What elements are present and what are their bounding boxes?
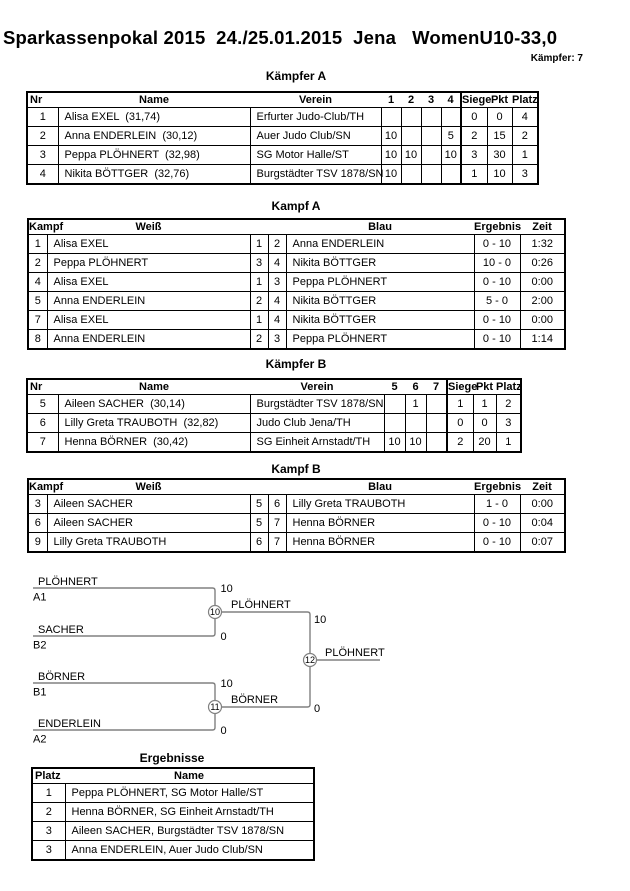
col-header-round: 3 xyxy=(421,92,441,108)
semi1-winner-name: PLÖHNERT xyxy=(231,599,291,611)
col-header-weiss: Weiß xyxy=(47,219,250,235)
semi1-bottom-name: SACHER xyxy=(38,624,84,636)
platz-cell: 3 xyxy=(496,414,521,433)
blau-cell: Peppa PLÖHNERT xyxy=(286,273,474,292)
verein-cell: Judo Club Jena/TH xyxy=(250,414,384,433)
pool-b-table xyxy=(26,378,522,453)
siege-cell: 1 xyxy=(447,395,473,414)
verein-cell: SG Einheit Arnstadt/TH xyxy=(250,433,384,453)
ergebnis-cell: 5 - 0 xyxy=(474,292,520,311)
match-10-number: 10 xyxy=(209,607,221,617)
final-winner-name: PLÖHNERT xyxy=(325,647,385,659)
weiss-nr-cell: 5 xyxy=(250,514,268,533)
section-title-pool-a: Kämpfer A xyxy=(265,69,327,83)
table-row xyxy=(28,254,565,273)
blau-nr-cell: 4 xyxy=(268,311,286,330)
ergebnis-cell: 0 - 10 xyxy=(474,311,520,330)
table-row xyxy=(28,495,565,514)
col-header-nr: Nr xyxy=(27,92,58,108)
nr-cell: 2 xyxy=(27,127,58,146)
pkt-cell: 0 xyxy=(487,108,512,127)
nr-cell: 5 xyxy=(27,395,58,414)
nr-cell: 6 xyxy=(27,414,58,433)
score-cell: 1 xyxy=(405,395,426,414)
weiss-nr-cell: 3 xyxy=(250,254,268,273)
score-cell: 10 xyxy=(381,165,401,185)
zeit-cell: 1:14 xyxy=(520,330,565,350)
score-cell: 10 xyxy=(381,127,401,146)
col-header-zeit: Zeit xyxy=(520,479,565,495)
score-cell xyxy=(401,127,421,146)
table-row xyxy=(28,514,565,533)
kampf-nr-cell: 7 xyxy=(28,311,47,330)
table-row xyxy=(28,235,565,254)
weiss-cell: Alisa EXEL xyxy=(47,311,250,330)
col-header-verein: Verein xyxy=(250,92,381,108)
col-header-spacer xyxy=(268,219,286,235)
weiss-nr-cell: 2 xyxy=(250,292,268,311)
col-header-kampf: Kampf xyxy=(29,221,64,233)
semi1-bottom-seed: B2 xyxy=(33,639,47,652)
semi2-bottom-seed: A2 xyxy=(33,733,47,746)
blau-nr-cell: 3 xyxy=(268,330,286,350)
result-name-cell: Henna BÖRNER, SG Einheit Arnstadt/TH xyxy=(65,803,314,822)
section-title-results: Ergebnisse xyxy=(139,751,205,765)
col-header-platz: Platz xyxy=(32,768,65,784)
kampf-nr-cell: 9 xyxy=(28,533,47,553)
platz-cell: 2 xyxy=(32,803,65,822)
zeit-cell: 0:00 xyxy=(520,273,565,292)
kampf-nr-cell: 2 xyxy=(28,254,47,273)
score-cell xyxy=(384,414,405,433)
semi1-bottom-score: 0 xyxy=(220,631,227,643)
col-header-round: 4 xyxy=(441,92,461,108)
score-cell xyxy=(421,146,441,165)
semi1-top-name: PLÖHNERT xyxy=(38,576,98,588)
kampf-nr-cell: 1 xyxy=(28,235,47,254)
table-row xyxy=(32,841,314,861)
weiss-cell: Anna ENDERLEIN xyxy=(47,330,250,350)
score-cell xyxy=(421,108,441,127)
col-header-spacer xyxy=(250,479,268,495)
col-header-platz: Platz xyxy=(512,94,538,106)
verein-cell: Erfurter Judo-Club/TH xyxy=(250,108,381,127)
platz-cell: 3 xyxy=(32,822,65,841)
results-header-row xyxy=(32,768,314,784)
fighter-count-label: Kämpfer: 7 xyxy=(530,53,583,64)
kampf-nr-cell: 3 xyxy=(28,495,47,514)
blau-cell: Henna BÖRNER xyxy=(286,514,474,533)
table-row xyxy=(27,127,538,146)
table-row xyxy=(32,803,314,822)
result-name-cell: Peppa PLÖHNERT, SG Motor Halle/ST xyxy=(65,784,314,803)
name-cell: Aileen SACHER (30,14) xyxy=(58,395,250,414)
ergebnis-cell: 0 - 10 xyxy=(474,533,520,553)
platz-cell: 3 xyxy=(512,165,538,185)
table-row xyxy=(28,330,565,350)
weiss-cell: Aileen SACHER xyxy=(47,495,250,514)
blau-cell: Lilly Greta TRAUBOTH xyxy=(286,495,474,514)
weiss-cell: Peppa PLÖHNERT xyxy=(47,254,250,273)
platz-cell: 1 xyxy=(496,433,521,453)
blau-nr-cell: 2 xyxy=(268,235,286,254)
table-row xyxy=(27,108,538,127)
nr-cell: 3 xyxy=(27,146,58,165)
score-cell xyxy=(441,108,461,127)
bracket-line-semi2-top xyxy=(33,683,215,701)
pkt-cell: 15 xyxy=(487,127,512,146)
score-cell xyxy=(405,414,426,433)
bracket-line-semi1-winner xyxy=(222,612,311,653)
col-header-blau: Blau xyxy=(286,219,474,235)
verein-cell: SG Motor Halle/ST xyxy=(250,146,381,165)
blau-cell: Nikita BÖTTGER xyxy=(286,254,474,273)
siege-cell: 3 xyxy=(461,146,487,165)
col-header-platz: Platz xyxy=(496,381,522,393)
pkt-cell: 20 xyxy=(473,433,496,453)
table-row xyxy=(32,784,314,803)
final-bottom-score: 0 xyxy=(314,703,321,715)
score-cell xyxy=(384,395,405,414)
blau-cell: Nikita BÖTTGER xyxy=(286,311,474,330)
pkt-cell: 30 xyxy=(487,146,512,165)
col-header-nr: Nr xyxy=(27,379,58,395)
col-header-round: 1 xyxy=(381,92,401,108)
score-cell xyxy=(401,108,421,127)
col-header-pkt: Pkt xyxy=(487,92,512,108)
table-row xyxy=(28,311,565,330)
col-header-name: Name xyxy=(58,92,250,108)
score-cell: 10 xyxy=(381,146,401,165)
score-cell xyxy=(401,165,421,185)
results-table xyxy=(31,767,315,861)
name-cell: Alisa EXEL (31,74) xyxy=(58,108,250,127)
col-header-ergebnis: Ergebnis xyxy=(474,481,522,493)
siege-cell: 2 xyxy=(447,433,473,453)
finals-bracket xyxy=(0,560,420,748)
table-row xyxy=(28,292,565,311)
score-cell: 10 xyxy=(441,146,461,165)
verein-cell: Burgstädter TSV 1878/SN xyxy=(250,165,381,185)
pkt-cell: 10 xyxy=(487,165,512,185)
blau-nr-cell: 4 xyxy=(268,292,286,311)
blau-nr-cell: 6 xyxy=(268,495,286,514)
pool-a-table xyxy=(26,91,539,185)
semi2-bottom-score: 0 xyxy=(220,725,227,737)
zeit-cell: 0:07 xyxy=(520,533,565,553)
blau-cell: Anna ENDERLEIN xyxy=(286,235,474,254)
ergebnis-cell: 0 - 10 xyxy=(474,514,520,533)
score-cell xyxy=(421,165,441,185)
weiss-cell: Alisa EXEL xyxy=(47,235,250,254)
semi2-top-name: BÖRNER xyxy=(38,671,86,683)
col-header-verein: Verein xyxy=(250,379,384,395)
blau-cell: Henna BÖRNER xyxy=(286,533,474,553)
siege-cell: 2 xyxy=(461,127,487,146)
score-cell: 10 xyxy=(384,433,405,453)
verein-cell: Burgstädter TSV 1878/SN xyxy=(250,395,384,414)
col-header-name: Name xyxy=(65,768,314,784)
platz-cell: 4 xyxy=(512,108,538,127)
platz-cell: 1 xyxy=(512,146,538,165)
kampf-nr-cell: 4 xyxy=(28,273,47,292)
col-header-spacer xyxy=(250,219,268,235)
kampf-nr-cell: 6 xyxy=(28,514,47,533)
siege-cell: 0 xyxy=(461,108,487,127)
matches-a-table xyxy=(27,218,566,350)
pkt-cell: 0 xyxy=(473,414,496,433)
ergebnis-cell: 0 - 10 xyxy=(474,330,520,350)
col-header-zeit: Zeit xyxy=(520,219,565,235)
kampf-nr-cell: 5 xyxy=(28,292,47,311)
matches-b-header-row xyxy=(28,479,565,495)
section-title-matches-b: Kampf B xyxy=(271,462,321,476)
weiss-nr-cell: 1 xyxy=(250,273,268,292)
section-title-pool-b: Kämpfer B xyxy=(265,357,327,371)
name-cell: Henna BÖRNER (30,42) xyxy=(58,433,250,453)
result-name-cell: Aileen SACHER, Burgstädter TSV 1878/SN xyxy=(65,822,314,841)
col-header-round: 6 xyxy=(405,379,426,395)
blau-nr-cell: 7 xyxy=(268,514,286,533)
match-11-number: 11 xyxy=(210,702,220,712)
col-header-spacer xyxy=(268,479,286,495)
table-row xyxy=(27,165,538,185)
final-top-score: 10 xyxy=(314,614,327,626)
semi2-top-seed: B1 xyxy=(33,686,47,699)
platz-cell: 3 xyxy=(32,841,65,861)
blau-nr-cell: 7 xyxy=(268,533,286,553)
semi1-top-seed: A1 xyxy=(33,591,47,604)
col-header-siege: Siege xyxy=(462,94,492,106)
semi2-winner-name: BÖRNER xyxy=(231,694,279,706)
pool-b-header-row xyxy=(27,379,521,395)
name-cell: Lilly Greta TRAUBOTH (32,82) xyxy=(58,414,250,433)
page-title: Sparkassenpokal 2015 24./25.01.2015 Jena WomenU10-33,0 xyxy=(3,27,558,48)
semi1-top-score: 10 xyxy=(220,583,233,595)
col-header-siege: Siege xyxy=(448,381,478,393)
blau-cell: Peppa PLÖHNERT xyxy=(286,330,474,350)
zeit-cell: 2:00 xyxy=(520,292,565,311)
zeit-cell: 1:32 xyxy=(520,235,565,254)
zeit-cell: 0:04 xyxy=(520,514,565,533)
col-header-ergebnis: Ergebnis xyxy=(474,221,522,233)
blau-nr-cell: 3 xyxy=(268,273,286,292)
weiss-nr-cell: 1 xyxy=(250,235,268,254)
score-cell: 10 xyxy=(405,433,426,453)
table-row xyxy=(27,395,521,414)
score-cell: 10 xyxy=(401,146,421,165)
nr-cell: 7 xyxy=(27,433,58,453)
kampf-nr-cell: 8 xyxy=(28,330,47,350)
col-header-round: 7 xyxy=(426,379,447,395)
col-header-weiss: Weiß xyxy=(47,479,250,495)
siege-cell: 0 xyxy=(447,414,473,433)
table-row xyxy=(27,433,521,453)
zeit-cell: 0:00 xyxy=(520,311,565,330)
pool-a-header-row xyxy=(27,92,538,108)
col-header-kampf: Kampf xyxy=(29,481,64,493)
col-header-name: Name xyxy=(58,379,250,395)
weiss-cell: Aileen SACHER xyxy=(47,514,250,533)
platz-cell: 2 xyxy=(496,395,521,414)
weiss-cell: Lilly Greta TRAUBOTH xyxy=(47,533,250,553)
score-cell xyxy=(426,414,447,433)
weiss-nr-cell: 1 xyxy=(250,311,268,330)
match-12-number: 12 xyxy=(304,655,316,665)
weiss-cell: Alisa EXEL xyxy=(47,273,250,292)
ergebnis-cell: 0 - 10 xyxy=(474,235,520,254)
ergebnis-cell: 1 - 0 xyxy=(474,495,520,514)
platz-cell: 1 xyxy=(32,784,65,803)
weiss-nr-cell: 2 xyxy=(250,330,268,350)
table-row xyxy=(28,533,565,553)
blau-nr-cell: 4 xyxy=(268,254,286,273)
name-cell: Nikita BÖTTGER (32,76) xyxy=(58,165,250,185)
zeit-cell: 0:26 xyxy=(520,254,565,273)
table-row xyxy=(28,273,565,292)
score-cell xyxy=(426,395,447,414)
col-header-round: 2 xyxy=(401,92,421,108)
table-row xyxy=(32,822,314,841)
matches-a-header-row xyxy=(28,219,565,235)
semi2-top-score: 10 xyxy=(220,678,233,690)
name-cell: Anna ENDERLEIN (30,12) xyxy=(58,127,250,146)
ergebnis-cell: 0 - 10 xyxy=(474,273,520,292)
ergebnis-cell: 10 - 0 xyxy=(474,254,520,273)
name-cell: Peppa PLÖHNERT (32,98) xyxy=(58,146,250,165)
platz-cell: 2 xyxy=(512,127,538,146)
col-header-round: 5 xyxy=(384,379,405,395)
nr-cell: 4 xyxy=(27,165,58,185)
semi2-bottom-name: ENDERLEIN xyxy=(38,718,101,730)
score-cell xyxy=(426,433,447,453)
bracket-line-semi1-top xyxy=(33,588,215,606)
score-cell xyxy=(381,108,401,127)
result-name-cell: Anna ENDERLEIN, Auer Judo Club/SN xyxy=(65,841,314,861)
verein-cell: Auer Judo Club/SN xyxy=(250,127,381,146)
table-row xyxy=(27,414,521,433)
table-row xyxy=(27,146,538,165)
score-cell xyxy=(441,165,461,185)
blau-cell: Nikita BÖTTGER xyxy=(286,292,474,311)
zeit-cell: 0:00 xyxy=(520,495,565,514)
score-cell xyxy=(421,127,441,146)
col-header-blau: Blau xyxy=(286,479,474,495)
siege-cell: 1 xyxy=(461,165,487,185)
weiss-nr-cell: 5 xyxy=(250,495,268,514)
weiss-nr-cell: 6 xyxy=(250,533,268,553)
matches-b-table xyxy=(27,478,566,553)
col-header-pkt: Pkt xyxy=(473,379,496,395)
section-title-matches-a: Kampf A xyxy=(271,199,321,213)
pkt-cell: 1 xyxy=(473,395,496,414)
score-cell: 5 xyxy=(441,127,461,146)
weiss-cell: Anna ENDERLEIN xyxy=(47,292,250,311)
nr-cell: 1 xyxy=(27,108,58,127)
